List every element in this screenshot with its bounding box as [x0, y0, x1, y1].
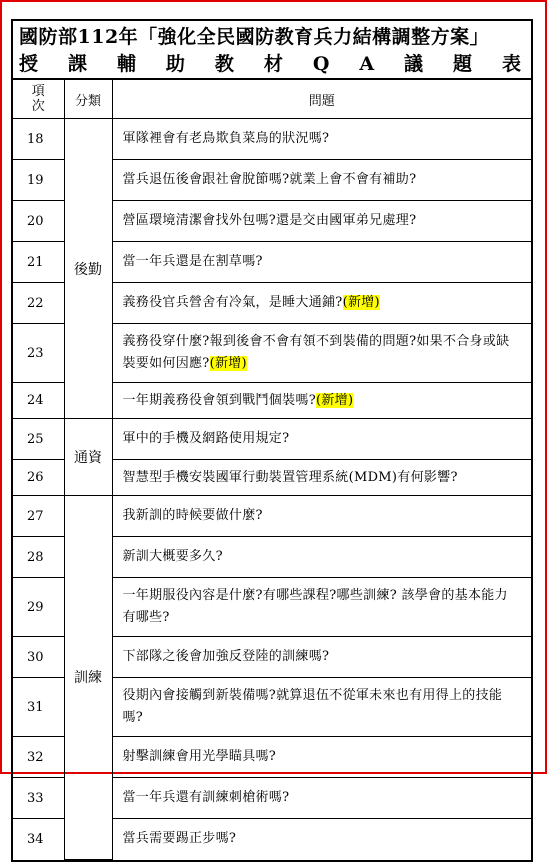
question-text: 義務役官兵營舍有冷氣，是睡大通鋪? [122, 295, 343, 310]
title-sub-char: 題 [453, 53, 473, 75]
row-question: 新訓大概要多久? [112, 537, 531, 578]
new-tag: (新增) [315, 392, 354, 408]
title-sub-char: 助 [165, 53, 185, 75]
row-number: 30 [13, 637, 64, 678]
qa-table [13, 80, 531, 860]
row-number: 18 [13, 119, 64, 160]
question-text: 義務役穿什麼?報到後會不會有領不到裝備的問題?如果不合身或缺裝要如何因應? [122, 334, 510, 371]
table-row [13, 496, 531, 537]
header-question: 問題 [112, 80, 531, 119]
header-item-no [13, 80, 64, 119]
category-training: 訓練 [64, 496, 112, 860]
row-question: 軍隊裡會有老鳥欺負菜鳥的狀況嗎? [112, 119, 531, 160]
row-number: 24 [13, 383, 64, 419]
qa-sheet [11, 19, 533, 862]
title-sub-char: A [359, 53, 375, 75]
title-sub-char: 材 [263, 53, 283, 75]
title-sub-char: 教 [214, 53, 234, 75]
row-number: 19 [13, 160, 64, 201]
row-number: 34 [13, 819, 64, 860]
table-row [13, 119, 531, 160]
row-number: 26 [13, 460, 64, 496]
title-block [13, 21, 531, 80]
row-question: 役期內會接觸到新裝備嗎?就算退伍不從軍未來也有用得上的技能嗎? [112, 678, 531, 737]
row-number: 27 [13, 496, 64, 537]
row-question: 軍中的手機及網路使用規定? [112, 419, 531, 460]
table-header-row [13, 80, 531, 119]
row-number: 29 [13, 578, 64, 637]
title-sub-char: 表 [501, 53, 521, 75]
title-sub [13, 51, 531, 77]
row-question: 一年期服役內容是什麼?有哪些課程?哪些訓練? 該學會的基本能力有哪些? [112, 578, 531, 637]
row-number: 22 [13, 283, 64, 324]
table-row [13, 419, 531, 460]
row-number: 28 [13, 537, 64, 578]
row-number: 20 [13, 201, 64, 242]
row-number: 33 [13, 778, 64, 819]
row-question [112, 324, 531, 383]
row-question [112, 283, 531, 324]
row-question: 當兵需要踢正步嗎? [112, 819, 531, 860]
header-category: 分類 [64, 80, 112, 119]
new-tag: (新增) [209, 356, 247, 371]
row-number: 32 [13, 737, 64, 778]
title-sub-char: 授 [19, 53, 39, 75]
header-no-line2: 次 [31, 99, 45, 114]
category-logistics: 後勤 [64, 119, 112, 419]
row-question [112, 383, 531, 419]
row-number: 21 [13, 242, 64, 283]
row-question: 當一年兵還有訓練刺槍術嗎? [112, 778, 531, 819]
row-question: 智慧型手機安裝國軍行動裝置管理系統(MDM)有何影響? [112, 460, 531, 496]
row-question: 營區環境清潔會找外包嗎?還是交由國軍弟兄處理? [112, 201, 531, 242]
title-sub-char: 輔 [116, 53, 136, 75]
title-sub-char: 課 [67, 53, 87, 75]
row-number: 31 [13, 678, 64, 737]
header-no-line1: 項 [31, 84, 45, 99]
title-sub-char: Q [312, 53, 330, 75]
category-comms: 通資 [64, 419, 112, 496]
new-tag: (新增) [342, 295, 380, 310]
row-number: 23 [13, 324, 64, 383]
row-number: 25 [13, 419, 64, 460]
title-main: 國防部112年「強化全民國防教育兵力結構調整方案」 [19, 26, 490, 48]
question-text: 一年期義務役會領到戰鬥個裝嗎? [122, 392, 316, 408]
row-question: 射擊訓練會用光學瞄具嗎? [112, 737, 531, 778]
row-question: 當兵退伍後會跟社會脫節嗎?就業上會不會有補助? [112, 160, 531, 201]
row-question: 下部隊之後會加強反登陸的訓練嗎? [112, 637, 531, 678]
title-sub-char: 議 [404, 53, 424, 75]
row-question: 當一年兵還是在割草嗎? [112, 242, 531, 283]
row-question: 我新訓的時候要做什麼? [112, 496, 531, 537]
